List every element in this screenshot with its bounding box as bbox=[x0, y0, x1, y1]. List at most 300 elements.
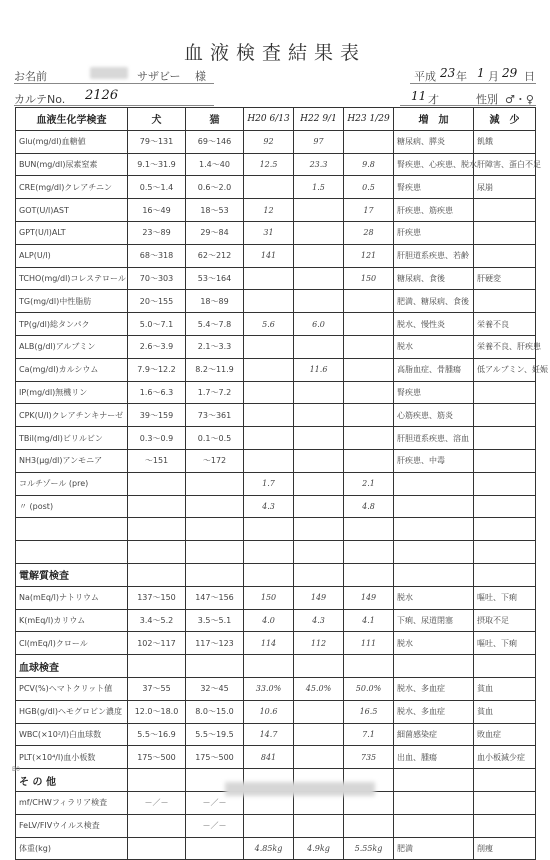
cat-range bbox=[186, 837, 244, 860]
increase-causes bbox=[394, 518, 474, 541]
row-label: ALP(U/l) bbox=[16, 244, 128, 267]
decrease-causes bbox=[474, 791, 536, 814]
cat-range: 18～89 bbox=[186, 290, 244, 313]
increase-causes bbox=[394, 769, 474, 792]
result-date-2 bbox=[294, 221, 344, 244]
increase-causes: 糖尿病、食後 bbox=[394, 267, 474, 290]
age-underline bbox=[400, 105, 536, 106]
table-row bbox=[16, 495, 536, 518]
result-date-2 bbox=[294, 495, 344, 518]
col-item: 血液生化学検査 bbox=[16, 108, 128, 131]
result-date-2: 23.3 bbox=[294, 153, 344, 176]
result-date-3 bbox=[344, 290, 394, 313]
result-date-1: 10.6 bbox=[244, 700, 294, 723]
result-date-2 bbox=[294, 655, 344, 678]
result-date-3: 149 bbox=[344, 586, 394, 609]
increase-causes: 脱水、多血症 bbox=[394, 700, 474, 723]
table-row bbox=[16, 244, 536, 267]
result-date-3 bbox=[344, 563, 394, 586]
row-label: 血球検査 bbox=[16, 655, 128, 678]
result-date-1 bbox=[244, 518, 294, 541]
cat-range: 53～164 bbox=[186, 267, 244, 290]
cat-range: 2.1～3.3 bbox=[186, 335, 244, 358]
cat-range: 0.1～0.5 bbox=[186, 427, 244, 450]
table-row bbox=[16, 335, 536, 358]
row-label: ALB(g/dl)アルブミン bbox=[16, 335, 128, 358]
cat-range bbox=[186, 472, 244, 495]
result-date-1 bbox=[244, 449, 294, 472]
row-label: WBC(×10²/l)白血球数 bbox=[16, 723, 128, 746]
result-date-3: 4.8 bbox=[344, 495, 394, 518]
result-date-3: 5.55kg bbox=[344, 837, 394, 860]
cat-range: 5.4～7.8 bbox=[186, 313, 244, 336]
decrease-causes: 貧血 bbox=[474, 677, 536, 700]
decrease-causes bbox=[474, 495, 536, 518]
chart-underline bbox=[14, 105, 214, 106]
result-date-2: 112 bbox=[294, 632, 344, 655]
decrease-causes bbox=[474, 221, 536, 244]
row-label: TG(mg/dl)中性脂肪 bbox=[16, 290, 128, 313]
cat-range: 0.6～2.0 bbox=[186, 176, 244, 199]
cat-range: 73～361 bbox=[186, 404, 244, 427]
cat-range: －／－ bbox=[186, 814, 244, 837]
row-label: Na(mEq/l)ナトリウム bbox=[16, 586, 128, 609]
increase-causes: 肥満 bbox=[394, 837, 474, 860]
result-date-1: 141 bbox=[244, 244, 294, 267]
decrease-causes: 嘔吐、下痢 bbox=[474, 632, 536, 655]
cat-range: 69～146 bbox=[186, 130, 244, 153]
row-label: PCV(%)ヘマトクリット値 bbox=[16, 677, 128, 700]
increase-causes bbox=[394, 472, 474, 495]
section-row bbox=[16, 655, 536, 678]
result-date-2 bbox=[294, 427, 344, 450]
dog-range: 68～318 bbox=[128, 244, 186, 267]
result-date-3: 2.1 bbox=[344, 472, 394, 495]
increase-causes: 肥満、糖尿病、食後 bbox=[394, 290, 474, 313]
results-table bbox=[15, 107, 549, 860]
result-date-1: 14.7 bbox=[244, 723, 294, 746]
result-date-2 bbox=[294, 700, 344, 723]
dog-range bbox=[128, 814, 186, 837]
chart-no-label: カルテNo. bbox=[14, 93, 66, 106]
result-date-1 bbox=[244, 404, 294, 427]
decrease-causes: 血小板減少症 bbox=[474, 746, 536, 769]
decrease-causes: 摂取不足 bbox=[474, 609, 536, 632]
result-date-2 bbox=[294, 290, 344, 313]
increase-causes: 細菌感染症 bbox=[394, 723, 474, 746]
decrease-causes bbox=[474, 563, 536, 586]
decrease-causes: 栄養不良、肝疾患 bbox=[474, 335, 536, 358]
dog-range bbox=[128, 541, 186, 564]
dog-range: 3.4～5.2 bbox=[128, 609, 186, 632]
row-label: コルチゾール (pre) bbox=[16, 472, 128, 495]
cat-range: ～172 bbox=[186, 449, 244, 472]
increase-causes: 腎疾患、心疾患、脱水 bbox=[394, 153, 474, 176]
table-row bbox=[16, 176, 536, 199]
decrease-causes: 敗血症 bbox=[474, 723, 536, 746]
result-date-2 bbox=[294, 449, 344, 472]
result-date-1 bbox=[244, 290, 294, 313]
decrease-causes: 尿崩 bbox=[474, 176, 536, 199]
cat-range bbox=[186, 563, 244, 586]
result-date-2: 4.9kg bbox=[294, 837, 344, 860]
result-date-1 bbox=[244, 427, 294, 450]
result-date-1: 31 bbox=[244, 221, 294, 244]
result-date-3: 16.5 bbox=[344, 700, 394, 723]
result-date-2: 45.0% bbox=[294, 677, 344, 700]
table-row bbox=[16, 267, 536, 290]
dog-range bbox=[128, 472, 186, 495]
dog-range: 37～55 bbox=[128, 677, 186, 700]
result-date-3 bbox=[344, 404, 394, 427]
col-date-1: H20 6/13 bbox=[244, 108, 294, 131]
decrease-causes bbox=[474, 655, 536, 678]
date-era: 平成 bbox=[414, 70, 436, 83]
table-row bbox=[16, 700, 536, 723]
dog-range bbox=[128, 655, 186, 678]
table-row bbox=[16, 313, 536, 336]
form-code: B0 bbox=[12, 766, 20, 773]
dog-range: 5.5～16.9 bbox=[128, 723, 186, 746]
table-row bbox=[16, 746, 536, 769]
decrease-causes: 貧血 bbox=[474, 700, 536, 723]
decrease-causes bbox=[474, 449, 536, 472]
dog-range: 5.0～7.1 bbox=[128, 313, 186, 336]
age-unit: 才 bbox=[428, 93, 439, 106]
increase-causes bbox=[394, 495, 474, 518]
name-label: お名前 bbox=[14, 70, 47, 83]
date-year: 23 bbox=[440, 66, 456, 80]
result-date-2 bbox=[294, 541, 344, 564]
result-date-1 bbox=[244, 335, 294, 358]
result-date-3: 4.1 bbox=[344, 609, 394, 632]
redacted-owner-name bbox=[90, 67, 128, 79]
dog-range: 7.9～12.2 bbox=[128, 358, 186, 381]
date-day: 29 bbox=[502, 66, 518, 80]
row-label: CRE(mg/dl)クレアチニン bbox=[16, 176, 128, 199]
cat-range: 18～53 bbox=[186, 199, 244, 222]
result-date-3 bbox=[344, 358, 394, 381]
table-row bbox=[16, 586, 536, 609]
increase-causes: 脱水 bbox=[394, 586, 474, 609]
result-date-1: 1.7 bbox=[244, 472, 294, 495]
result-date-1: 4.85kg bbox=[244, 837, 294, 860]
result-date-2 bbox=[294, 335, 344, 358]
row-label: FeLV/FIVウイルス検査 bbox=[16, 814, 128, 837]
decrease-causes: 飢餓 bbox=[474, 130, 536, 153]
col-increase: 増 加 bbox=[394, 108, 474, 131]
result-date-2 bbox=[294, 381, 344, 404]
date-month-unit: 月 bbox=[488, 70, 499, 83]
increase-causes: 脱水、慢性炎 bbox=[394, 313, 474, 336]
row-label: K(mEq/l)カリウム bbox=[16, 609, 128, 632]
chart-no: 2126 bbox=[85, 88, 119, 103]
result-date-3: 50.0% bbox=[344, 677, 394, 700]
result-date-2: 97 bbox=[294, 130, 344, 153]
age-value: 11 bbox=[411, 89, 427, 103]
result-date-2 bbox=[294, 472, 344, 495]
decrease-causes: 削痩 bbox=[474, 837, 536, 860]
table-row bbox=[16, 427, 536, 450]
increase-causes: 腎疾患 bbox=[394, 381, 474, 404]
result-date-1 bbox=[244, 267, 294, 290]
dog-range: 1.6～6.3 bbox=[128, 381, 186, 404]
table-row bbox=[16, 677, 536, 700]
col-date-2: H22 9/1 bbox=[294, 108, 344, 131]
row-label bbox=[16, 518, 128, 541]
table-row bbox=[16, 837, 536, 860]
result-date-3 bbox=[344, 313, 394, 336]
result-date-2: 6.0 bbox=[294, 313, 344, 336]
increase-causes: 高脂血症、骨腫瘍 bbox=[394, 358, 474, 381]
dog-range: 39～159 bbox=[128, 404, 186, 427]
result-date-3: 17 bbox=[344, 199, 394, 222]
row-label: Cl(mEq/l)クロール bbox=[16, 632, 128, 655]
row-label: IP(mg/dl)無機リン bbox=[16, 381, 128, 404]
row-label: 〃 (post) bbox=[16, 495, 128, 518]
result-date-2: 11.6 bbox=[294, 358, 344, 381]
cat-range: 147～156 bbox=[186, 586, 244, 609]
result-date-2: 1.5 bbox=[294, 176, 344, 199]
col-cat: 猫 bbox=[186, 108, 244, 131]
report-title: 血液検査結果表 bbox=[183, 42, 366, 64]
row-label: TCHO(mg/dl)コレステロール bbox=[16, 267, 128, 290]
row-label: 電解質検査 bbox=[16, 563, 128, 586]
cat-range bbox=[186, 541, 244, 564]
result-date-3 bbox=[344, 541, 394, 564]
increase-causes: 肝疾患、筋疾患 bbox=[394, 199, 474, 222]
table-row bbox=[16, 130, 536, 153]
table-row bbox=[16, 199, 536, 222]
cat-range: 62～212 bbox=[186, 244, 244, 267]
table-row bbox=[16, 609, 536, 632]
row-label: TP(g/dl)総タンパク bbox=[16, 313, 128, 336]
table-row bbox=[16, 723, 536, 746]
increase-causes: 下痢、尿道閉塞 bbox=[394, 609, 474, 632]
row-label: GPT(U/l)ALT bbox=[16, 221, 128, 244]
name-underline bbox=[14, 83, 214, 84]
cat-range bbox=[186, 655, 244, 678]
result-date-2 bbox=[294, 199, 344, 222]
increase-causes: 出血、腫瘍 bbox=[394, 746, 474, 769]
col-decrease: 減 少 bbox=[474, 108, 536, 131]
result-date-1 bbox=[244, 655, 294, 678]
result-date-2 bbox=[294, 723, 344, 746]
table-row bbox=[16, 541, 536, 564]
result-date-3 bbox=[344, 381, 394, 404]
increase-causes: 糖尿病、膵炎 bbox=[394, 130, 474, 153]
table-row bbox=[16, 814, 536, 837]
increase-causes: 肝胆道系疾患、溶血 bbox=[394, 427, 474, 450]
cat-range: 32～45 bbox=[186, 677, 244, 700]
result-date-1 bbox=[244, 176, 294, 199]
result-date-1: 841 bbox=[244, 746, 294, 769]
row-label: Ca(mg/dl)カルシウム bbox=[16, 358, 128, 381]
dog-range: 79～131 bbox=[128, 130, 186, 153]
table-row bbox=[16, 632, 536, 655]
col-dog: 犬 bbox=[128, 108, 186, 131]
dog-range: 0.3～0.9 bbox=[128, 427, 186, 450]
table-row bbox=[16, 518, 536, 541]
decrease-causes bbox=[474, 404, 536, 427]
cat-range: －／－ bbox=[186, 791, 244, 814]
dog-range: 70～303 bbox=[128, 267, 186, 290]
cat-range bbox=[186, 495, 244, 518]
decrease-causes bbox=[474, 244, 536, 267]
dog-range: 9.1～31.9 bbox=[128, 153, 186, 176]
dog-range bbox=[128, 837, 186, 860]
result-date-3: 0.5 bbox=[344, 176, 394, 199]
row-label: HGB(g/dl)ヘモグロビン濃度 bbox=[16, 700, 128, 723]
result-date-2 bbox=[294, 746, 344, 769]
dog-range bbox=[128, 495, 186, 518]
result-date-3 bbox=[344, 814, 394, 837]
sex-options: ♂・♀ bbox=[505, 93, 534, 106]
dog-range: －／－ bbox=[128, 791, 186, 814]
result-date-2 bbox=[294, 518, 344, 541]
result-date-3: 150 bbox=[344, 267, 394, 290]
result-date-1: 150 bbox=[244, 586, 294, 609]
result-date-1 bbox=[244, 358, 294, 381]
row-label: mf/CHWフィラリア検査 bbox=[16, 791, 128, 814]
row-label: NH3(μg/dl)アンモニア bbox=[16, 449, 128, 472]
row-label: CPK(U/l)クレアチンキナーゼ bbox=[16, 404, 128, 427]
result-date-2 bbox=[294, 267, 344, 290]
result-date-1 bbox=[244, 563, 294, 586]
date-underline bbox=[410, 83, 536, 84]
result-date-3: 9.8 bbox=[344, 153, 394, 176]
result-date-1: 92 bbox=[244, 130, 294, 153]
row-label: GOT(U/l)AST bbox=[16, 199, 128, 222]
row-label: 体重(kg) bbox=[16, 837, 128, 860]
decrease-causes bbox=[474, 769, 536, 792]
col-date-3: H23 1/29 bbox=[344, 108, 394, 131]
result-date-1: 12.5 bbox=[244, 153, 294, 176]
result-date-3 bbox=[344, 427, 394, 450]
result-date-2 bbox=[294, 244, 344, 267]
increase-causes bbox=[394, 541, 474, 564]
cat-range: 5.5～19.5 bbox=[186, 723, 244, 746]
result-date-1: 5.6 bbox=[244, 313, 294, 336]
increase-causes: 肝疾患、中毒 bbox=[394, 449, 474, 472]
increase-causes bbox=[394, 563, 474, 586]
result-date-3: 111 bbox=[344, 632, 394, 655]
result-date-3 bbox=[344, 449, 394, 472]
dog-range bbox=[128, 563, 186, 586]
dog-range bbox=[128, 518, 186, 541]
cat-range: 3.5～5.1 bbox=[186, 609, 244, 632]
result-date-3 bbox=[344, 655, 394, 678]
dog-range: 23～89 bbox=[128, 221, 186, 244]
dog-range: 12.0～18.0 bbox=[128, 700, 186, 723]
honorific: 様 bbox=[195, 70, 206, 83]
cat-range: 1.7～7.2 bbox=[186, 381, 244, 404]
date-year-unit: 年 bbox=[456, 70, 467, 83]
increase-causes: 脱水、多血症 bbox=[394, 677, 474, 700]
dog-range: 0.5～1.4 bbox=[128, 176, 186, 199]
decrease-causes bbox=[474, 814, 536, 837]
dog-range bbox=[128, 769, 186, 792]
result-date-3: 7.1 bbox=[344, 723, 394, 746]
table-row bbox=[16, 221, 536, 244]
cat-range: 1.4～40 bbox=[186, 153, 244, 176]
result-date-1: 114 bbox=[244, 632, 294, 655]
table-row bbox=[16, 290, 536, 313]
cat-range: 117～123 bbox=[186, 632, 244, 655]
decrease-causes bbox=[474, 290, 536, 313]
result-date-1: 4.0 bbox=[244, 609, 294, 632]
result-date-1 bbox=[244, 541, 294, 564]
row-label: そ の 他 bbox=[16, 769, 128, 792]
increase-causes: 肝疾患 bbox=[394, 221, 474, 244]
dog-range: 16～49 bbox=[128, 199, 186, 222]
table-row bbox=[16, 449, 536, 472]
table-row bbox=[16, 472, 536, 495]
decrease-causes: 嘔吐、下痢 bbox=[474, 586, 536, 609]
result-date-3 bbox=[344, 335, 394, 358]
table-header-row bbox=[16, 108, 536, 131]
decrease-causes bbox=[474, 518, 536, 541]
result-date-3 bbox=[344, 518, 394, 541]
row-label: PLT(×10⁴/l)血小板数 bbox=[16, 746, 128, 769]
cat-range: 29～84 bbox=[186, 221, 244, 244]
sex-label: 性別 bbox=[476, 93, 498, 106]
increase-causes: 腎疾患 bbox=[394, 176, 474, 199]
result-date-1: 33.0% bbox=[244, 677, 294, 700]
increase-causes: 肝胆道系疾患、若齢 bbox=[394, 244, 474, 267]
redacted-clinic-name bbox=[225, 782, 375, 796]
cat-range: 8.0～15.0 bbox=[186, 700, 244, 723]
increase-causes: 脱水 bbox=[394, 335, 474, 358]
table-row bbox=[16, 153, 536, 176]
table-row bbox=[16, 358, 536, 381]
result-date-1: 12 bbox=[244, 199, 294, 222]
result-date-1 bbox=[244, 814, 294, 837]
decrease-causes bbox=[474, 199, 536, 222]
dog-range: 102～117 bbox=[128, 632, 186, 655]
result-date-2: 4.3 bbox=[294, 609, 344, 632]
result-date-1 bbox=[244, 381, 294, 404]
row-label: TBil(mg/dl)ビリルビン bbox=[16, 427, 128, 450]
cat-range: 175～500 bbox=[186, 746, 244, 769]
row-label bbox=[16, 541, 128, 564]
result-date-3: 121 bbox=[344, 244, 394, 267]
increase-causes: 心筋疾患、筋炎 bbox=[394, 404, 474, 427]
row-label: BUN(mg/dl)尿素窒素 bbox=[16, 153, 128, 176]
date-day-unit: 日 bbox=[524, 70, 535, 83]
decrease-causes bbox=[474, 541, 536, 564]
cat-range: 8.2～11.9 bbox=[186, 358, 244, 381]
dog-range: 137～150 bbox=[128, 586, 186, 609]
result-date-2 bbox=[294, 563, 344, 586]
decrease-causes: 低アルブミン、妊娠 bbox=[474, 358, 536, 381]
result-date-3: 28 bbox=[344, 221, 394, 244]
table-row bbox=[16, 404, 536, 427]
result-date-3: 735 bbox=[344, 746, 394, 769]
increase-causes bbox=[394, 814, 474, 837]
dog-range: ～151 bbox=[128, 449, 186, 472]
cat-range bbox=[186, 518, 244, 541]
result-date-2: 149 bbox=[294, 586, 344, 609]
decrease-causes bbox=[474, 381, 536, 404]
result-date-2 bbox=[294, 404, 344, 427]
decrease-causes: 肝障害、蛋白不足 bbox=[474, 153, 536, 176]
decrease-causes: 栄養不良 bbox=[474, 313, 536, 336]
increase-causes: 脱水 bbox=[394, 632, 474, 655]
section-row bbox=[16, 563, 536, 586]
row-label: Glu(mg/dl)血糖値 bbox=[16, 130, 128, 153]
date-month: 1 bbox=[477, 66, 485, 80]
